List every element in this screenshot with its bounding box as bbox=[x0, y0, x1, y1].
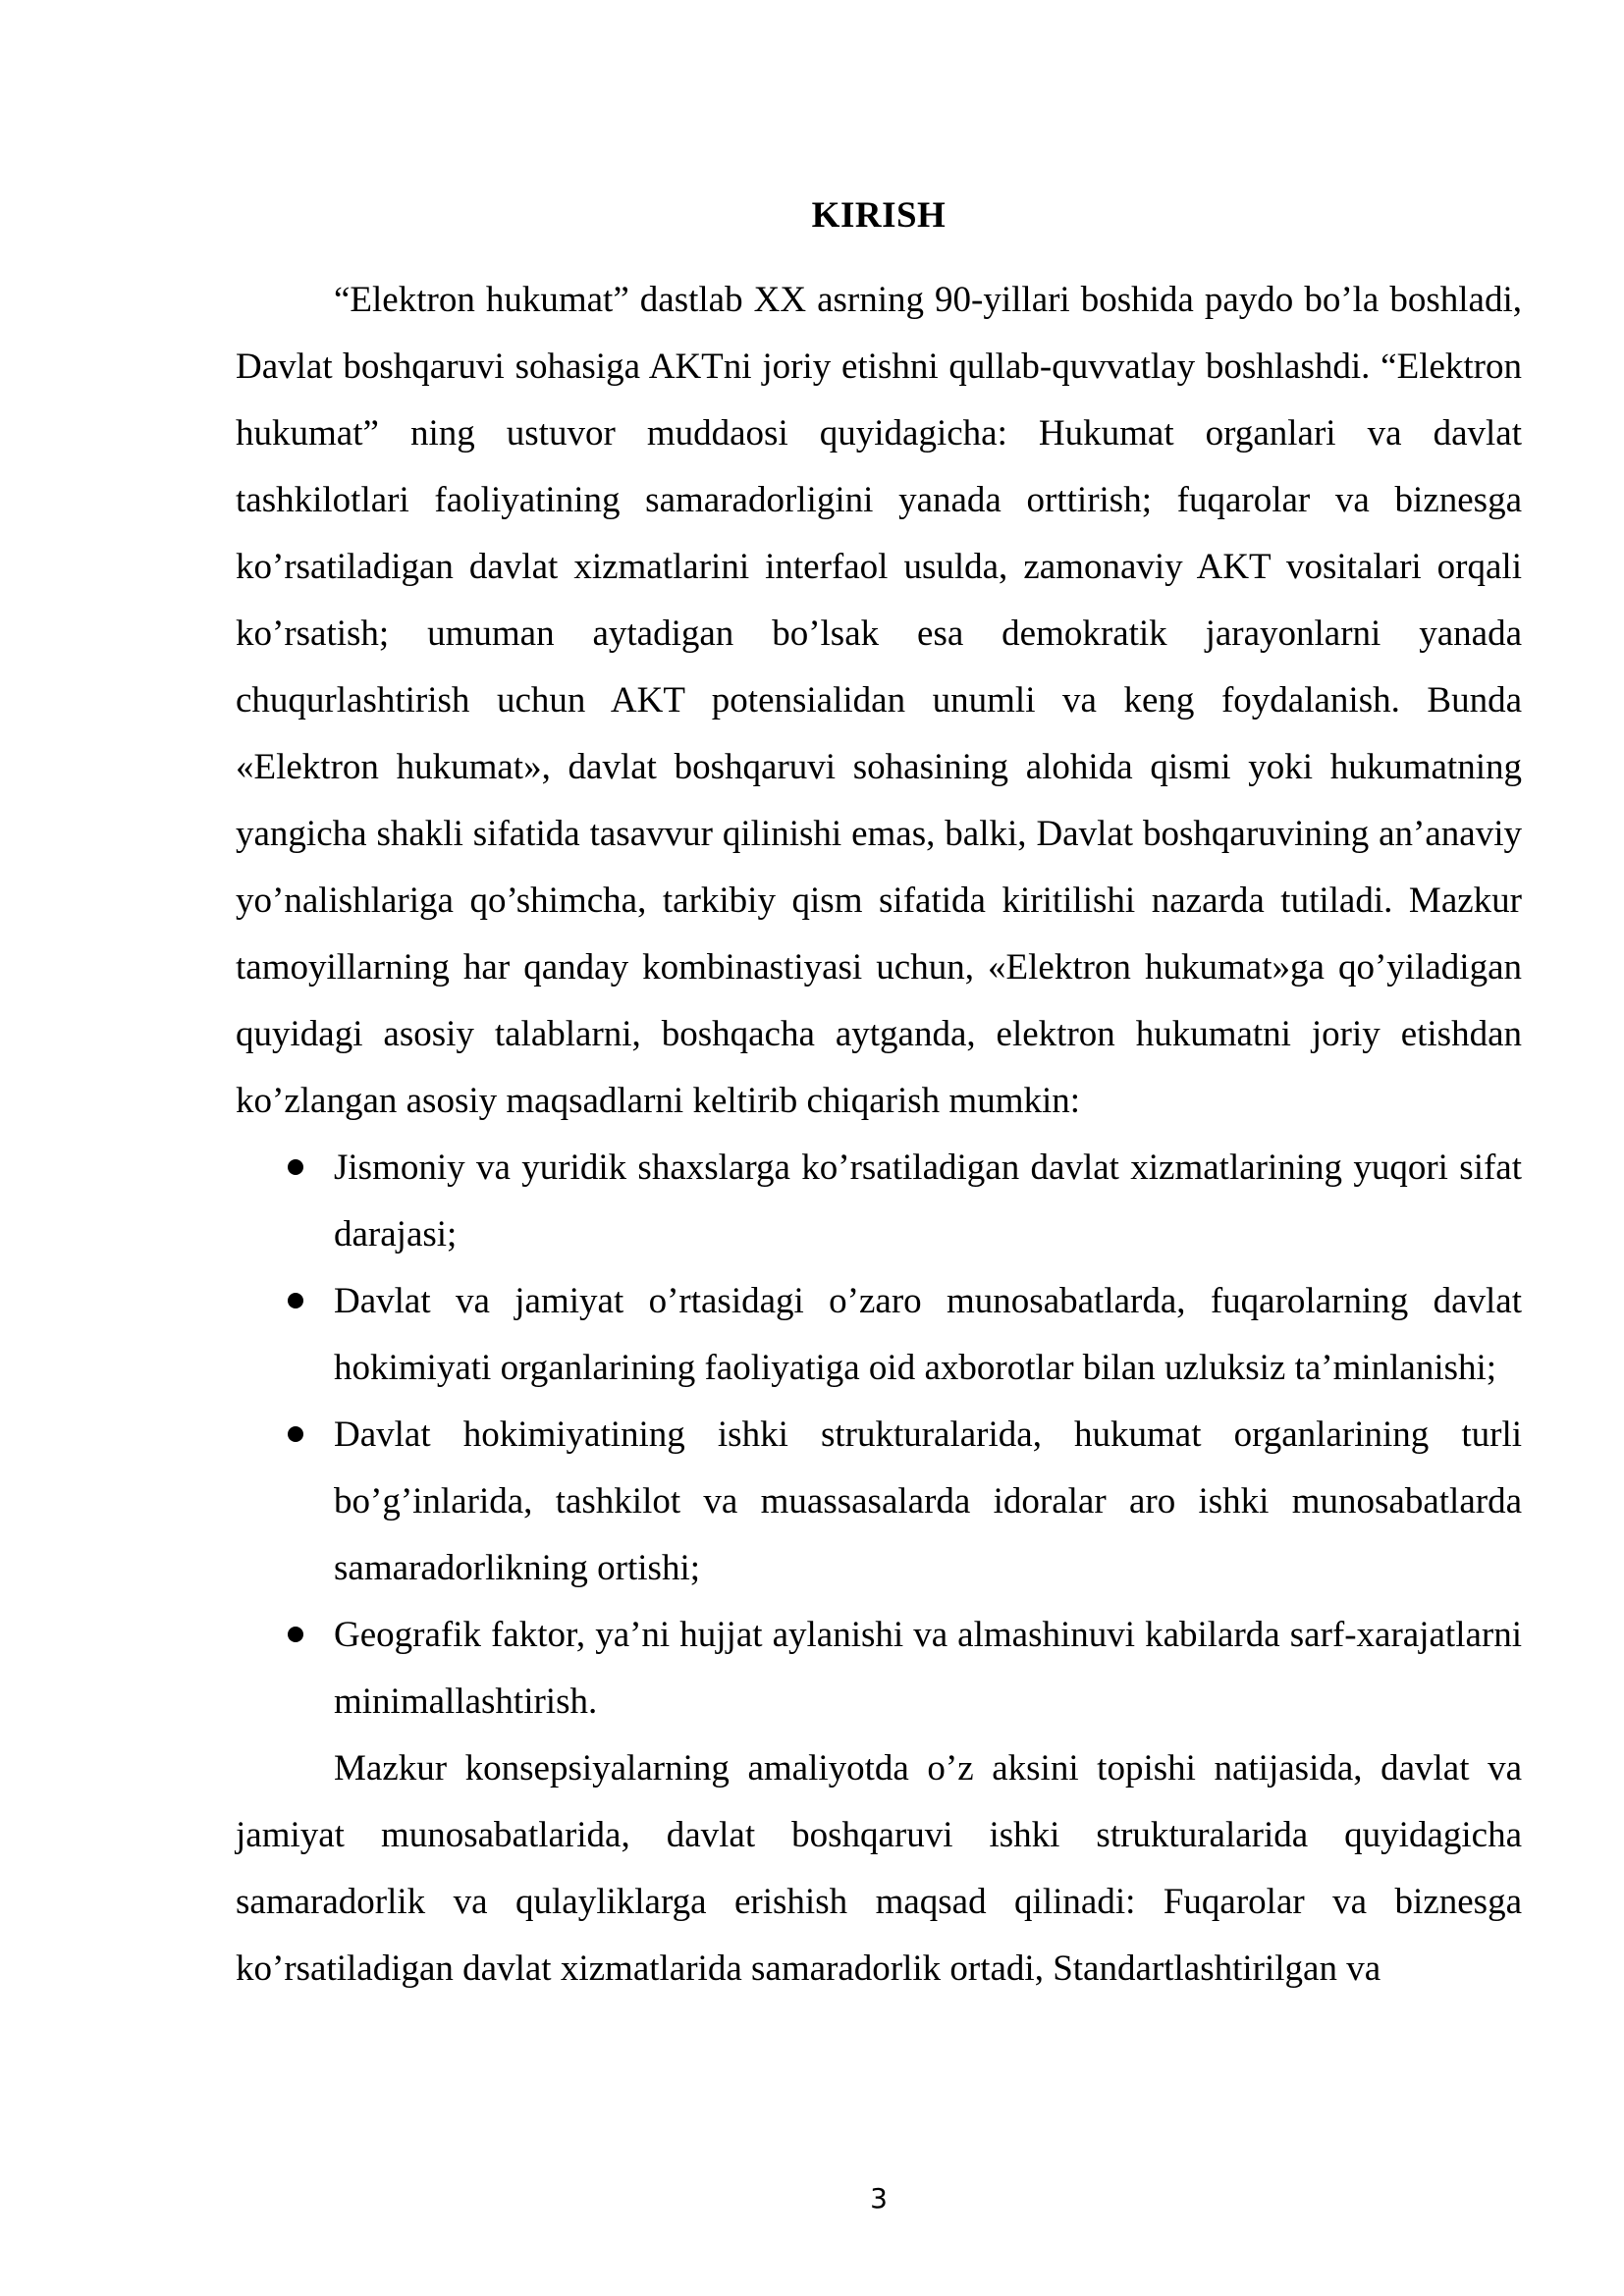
list-item bbox=[236, 1268, 1522, 1402]
list-item bbox=[236, 1602, 1522, 1735]
list-item-text: Geografik faktor, ya’ni hujjat aylanishi va almashinuvi kabilarda sarf-xarajatlarni minimallashtirish. bbox=[334, 1615, 1522, 1722]
page-title: KIRISH bbox=[811, 195, 947, 236]
bullet-icon bbox=[288, 1627, 303, 1642]
list-item-text: Jismoniy va yuridik shaxslarga ko’rsatiladigan davlat xizmatlarining yuqori sifat darajasi; bbox=[334, 1148, 1522, 1255]
bullet-list bbox=[236, 1135, 1522, 1735]
list-item bbox=[236, 1402, 1522, 1602]
body-text bbox=[236, 267, 1522, 2002]
paragraph-conclusion: Mazkur konsepsiyalarning amaliyotda o’z aksini topishi natijasida, davlat va jamiyat munosabatlarida, davlat boshqaruvi ishki strukturalarida quyidagicha samaradorlik va qulayliklarga erishish maqsad qilinadi: Fuqarolar va biznesga ko’rsatiladigan davlat xizmatlarida samaradorlik ortadi, Standartlashtirilgan va bbox=[236, 1748, 1522, 1989]
bullet-icon bbox=[288, 1293, 303, 1308]
list-item-text: Davlat va jamiyat o’rtasidagi o’zaro munosabatlarda, fuqarolarning davlat hokimiyati organlarining faoliyatiga oid axborotlar bilan uzluksiz ta’minlanishi; bbox=[334, 1281, 1522, 1388]
list-item-text: Davlat hokimiyatining ishki strukturalarida, hukumat organlarining turli bo’g’inlarida, tashkilot va muassasalarda idoralar aro ishki munosabatlarda samaradorlikning ortishi; bbox=[334, 1415, 1522, 1588]
bullet-icon bbox=[288, 1159, 303, 1175]
list-item bbox=[236, 1135, 1522, 1268]
page-number: 3 bbox=[870, 2182, 888, 2215]
bullet-icon bbox=[288, 1426, 303, 1442]
paragraph-intro: “Elektron hukumat” dastlab XX asrning 90-yillari boshida paydo bo’la boshladi, Davlat boshqaruvi sohasiga AKTni joriy etishni qullab-quvvatlay boshlashdi. “Elektron hukumat” ning ustuvor muddaosi quyidagicha: Hukumat organlari va davlat tashkilotlari faoliyatining samaradorligini yanada orttirish; fuqarolar va biznesga ko’rsatiladigan davlat xizmatlarini interfaol usulda, zamonaviy AKT vositalari orqali ko’rsatish; umuman aytadigan bo’lsak esa demokratik jarayonlarni yanada chuqurlashtirish uchun AKT potensialidan unumli va keng foydalanish. Bunda «Elektron hukumat», davlat boshqaruvi sohasining alohida qismi yoki hukumatning yangicha shakli sifatida tasavvur qilinishi emas, balki, Davlat boshqaruvining an’anaviy yo’nalishlariga qo’shimcha, tarkibiy qism sifatida kiritilishi nazarda tutiladi. Mazkur tamoyillarning har qanday kombinastiyasi uchun, «Elektron hukumat»ga qo’yiladigan quyidagi asosiy talablarni, boshqacha aytganda, elektron hukumatni joriy etishdan ko’zlangan asosiy maqsadlarni keltirib chiqarish mumkin: bbox=[236, 280, 1522, 1121]
